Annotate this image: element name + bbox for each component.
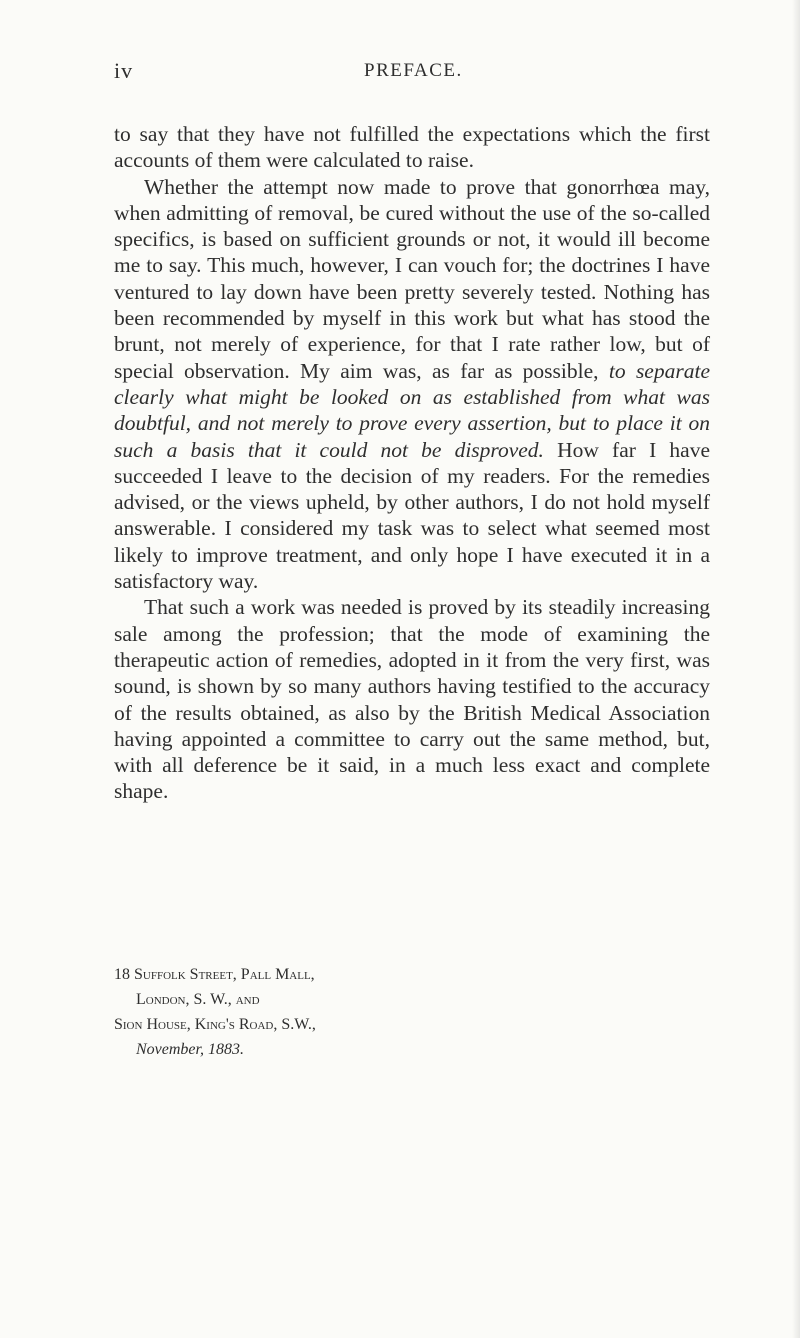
running-head: [114, 58, 710, 88]
page-edge-shadow: [792, 0, 800, 1338]
address-line-2: London, S. W., and: [136, 991, 260, 1008]
paragraph-2-emphasis: to separate clearly what might be looked on as established from what was doubtful, and not merely to prove every assertion, but to place it on such a basis that it could not be disproved.: [114, 358, 710, 462]
address-line-1: 18 Suffolk Street, Pall Mall,: [114, 966, 315, 983]
paragraph-1: to say that they have not fulfilled the expectations which the first accounts of them were calculated to raise.: [114, 122, 710, 173]
address-line-3: Sion House, King's Road, S.W.,: [114, 1016, 316, 1033]
paragraph-2: [114, 174, 710, 595]
paragraph-2-text-b: How far I have succeeded I leave to the decision of my readers. For the remedies advised, or the views upheld, by other authors, I do not hold myself answerable. I considered my task was to select what seemed most likely to improve treatment, and only hope I have executed it in a satisfactory way.: [114, 437, 710, 594]
address-date: November, 1883.: [136, 1041, 244, 1058]
paragraph-2-text-a: Whether the attempt now made to prove that gonorrhœa may, when admitting of removal, be cured without the use of the so-called specifics, is based on sufficient grounds or not, it would ill become me to say. This much, however, I can vouch for; the doctrines I have ventured to lay down have been pretty severely tested. Nothing has been recommended by myself in this work but what has stood the brunt, not merely of experience, for that I rate rather low, but of special observation. My aim was, as far as possible,: [114, 174, 710, 383]
paragraph-3: That such a work was needed is proved by its steadily increasing sale among the profession; that the mode of examining the therapeutic action of remedies, adopted in it from the very first, was sound, is shown by so many authors having testified to the accuracy of the results obtained, as also by the British Medical Association having appointed a committee to carry out the same method, but, with all deference be it said, in a much less exact and complete shape.: [114, 595, 710, 804]
preface-body: [114, 121, 710, 805]
address-block: [114, 962, 316, 1062]
page-number: iv: [114, 58, 134, 83]
running-title: PREFACE.: [364, 60, 463, 81]
